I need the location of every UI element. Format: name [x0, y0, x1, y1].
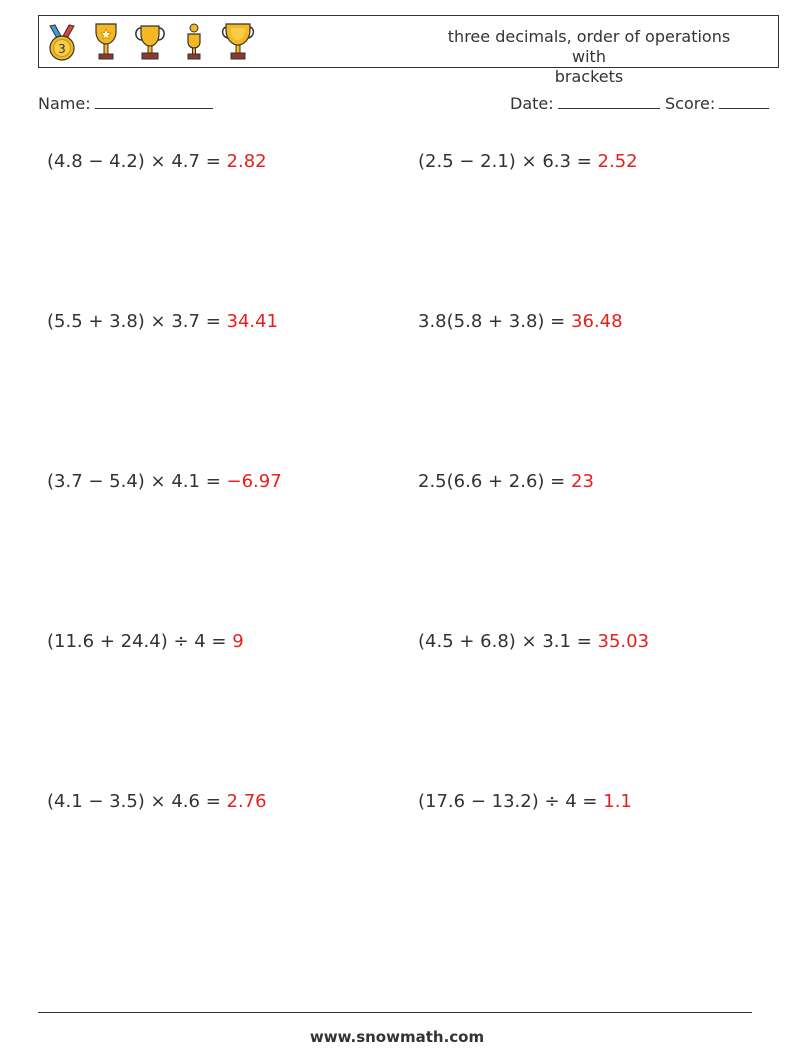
problem-expression: (2.5 − 2.1) × 6.3 =	[418, 151, 592, 172]
trophy-cup-icon	[220, 20, 256, 64]
problem-answer: 35.03	[597, 631, 650, 652]
problem-expression: (3.7 − 5.4) × 4.1 =	[47, 471, 221, 492]
score-field	[665, 93, 769, 115]
problem-expression: 2.5(6.6 + 2.6) =	[418, 471, 566, 492]
problem-answer: 36.48	[571, 311, 623, 332]
problem-answer: 34.41	[226, 311, 279, 332]
trophy-star-icon	[88, 20, 124, 64]
name-field	[38, 93, 213, 115]
footer-divider	[38, 1012, 752, 1013]
problem-answer: 23	[571, 471, 594, 492]
problem-3	[47, 310, 278, 334]
medal-3-icon	[44, 20, 80, 64]
problem-4	[418, 310, 623, 334]
title-line-2: brackets	[554, 67, 624, 86]
problem-expression: 3.8(5.8 + 3.8) =	[418, 311, 566, 332]
date-field	[510, 93, 660, 115]
trophy-wide-icon	[132, 20, 168, 64]
problem-expression: (11.6 + 24.4) ÷ 4 =	[47, 631, 227, 652]
problem-answer: 2.82	[226, 151, 267, 172]
problem-expression: (5.5 + 3.8) × 3.7 =	[47, 311, 221, 332]
problem-expression: (4.1 − 3.5) × 4.6 =	[47, 791, 221, 812]
name-blank[interactable]	[95, 93, 213, 109]
date-blank[interactable]	[558, 93, 660, 109]
worksheet-title	[429, 27, 749, 87]
problem-expression: (4.8 − 4.2) × 4.7 =	[47, 151, 221, 172]
svg-text:3: 3	[58, 42, 66, 56]
score-label: Score:	[665, 94, 716, 113]
problem-8	[418, 630, 649, 654]
title-line-1: three decimals, order of operations with	[447, 27, 731, 66]
problem-10	[418, 790, 632, 814]
date-label: Date:	[510, 94, 554, 113]
problem-expression: (4.5 + 6.8) × 3.1 =	[418, 631, 592, 652]
trophy-icons-row	[44, 20, 264, 64]
footer-url[interactable]: www.snowmath.com	[309, 1028, 485, 1046]
problem-answer: 2.52	[597, 151, 638, 172]
problem-5	[47, 470, 282, 494]
problem-7	[47, 630, 244, 654]
score-blank[interactable]	[719, 93, 769, 109]
problem-expression: (17.6 − 13.2) ÷ 4 =	[418, 791, 598, 812]
problem-answer: 9	[232, 631, 244, 652]
problem-answer: −6.97	[226, 471, 282, 492]
worksheet-header	[38, 15, 779, 86]
trophy-figure-icon	[176, 20, 212, 64]
name-label: Name:	[38, 94, 91, 113]
problem-2	[418, 150, 638, 174]
problem-9	[47, 790, 267, 814]
problem-1	[47, 150, 267, 174]
problem-6	[418, 470, 594, 494]
problem-answer: 2.76	[226, 791, 267, 812]
problem-answer: 1.1	[603, 791, 632, 812]
